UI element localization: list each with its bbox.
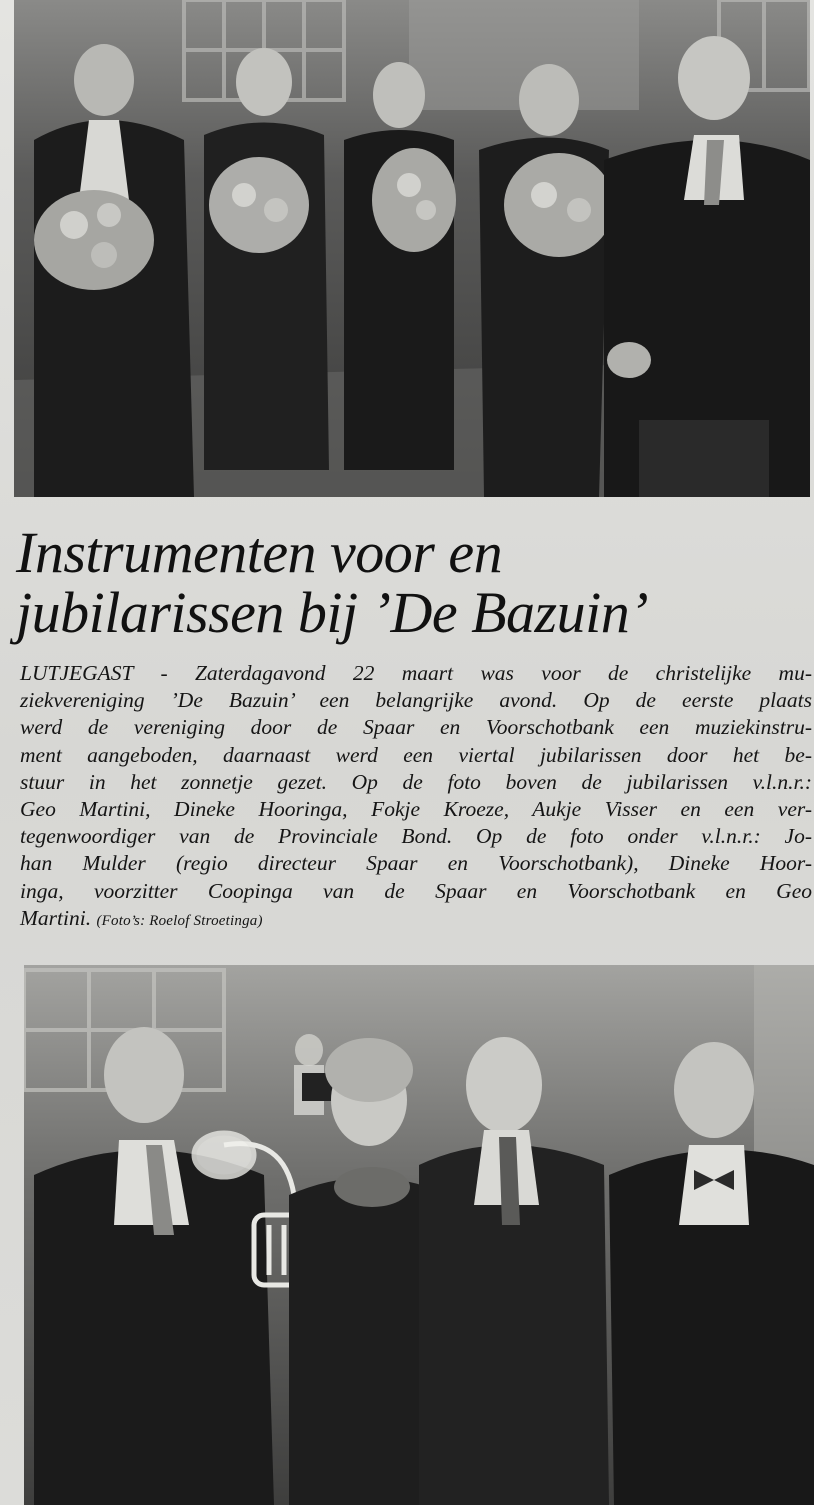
article-line: ment aangeboden, daarnaast werd een viertal jubilarissen door het be-	[20, 742, 812, 767]
jubilarians-photo	[14, 0, 810, 497]
headline-line-2: jubilarissen bij ’De Bazuin’	[16, 580, 649, 645]
headline	[16, 520, 806, 645]
instrument-presentation-photo	[24, 965, 814, 1505]
article-line: Geo Martini, Dineke Hooringa, Fokje Kroeze, Aukje Visser en een ver-	[20, 797, 812, 822]
article-line: werd de vereniging door de Spaar en Voorschotbank een muziekinstru-	[20, 715, 812, 740]
photo-credit: (Foto’s: Roelof Stroetinga)	[96, 912, 263, 929]
article-line: han Mulder (regio directeur Spaar en Voorschotbank), Dineke Hoor-	[20, 851, 812, 876]
article-last-line	[20, 905, 812, 935]
instrument-presentation-photo-image	[24, 965, 814, 1505]
article-line: ziekvereniging ’De Bazuin’ een belangrijke avond. Op de eerste plaats	[20, 688, 812, 713]
article-body	[20, 660, 812, 935]
headline-line-1: Instrumenten voor en	[16, 520, 503, 585]
article-line: LUTJEGAST - Zaterdagavond 22 maart was voor de christelijke mu-	[20, 661, 812, 685]
article-line: inga, voorzitter Coopinga van de Spaar en Voorschotbank en Geo	[20, 878, 812, 903]
article-line: tegenwoordiger van de Provinciale Bond. Op de foto onder v.l.n.r.: Jo-	[20, 824, 812, 849]
article-line: stuur in het zonnetje gezet. Op de foto boven de jubilarissen v.l.n.r.:	[20, 769, 812, 794]
jubilarians-photo-image	[14, 0, 810, 497]
article-final-word: Martini.	[20, 905, 92, 930]
